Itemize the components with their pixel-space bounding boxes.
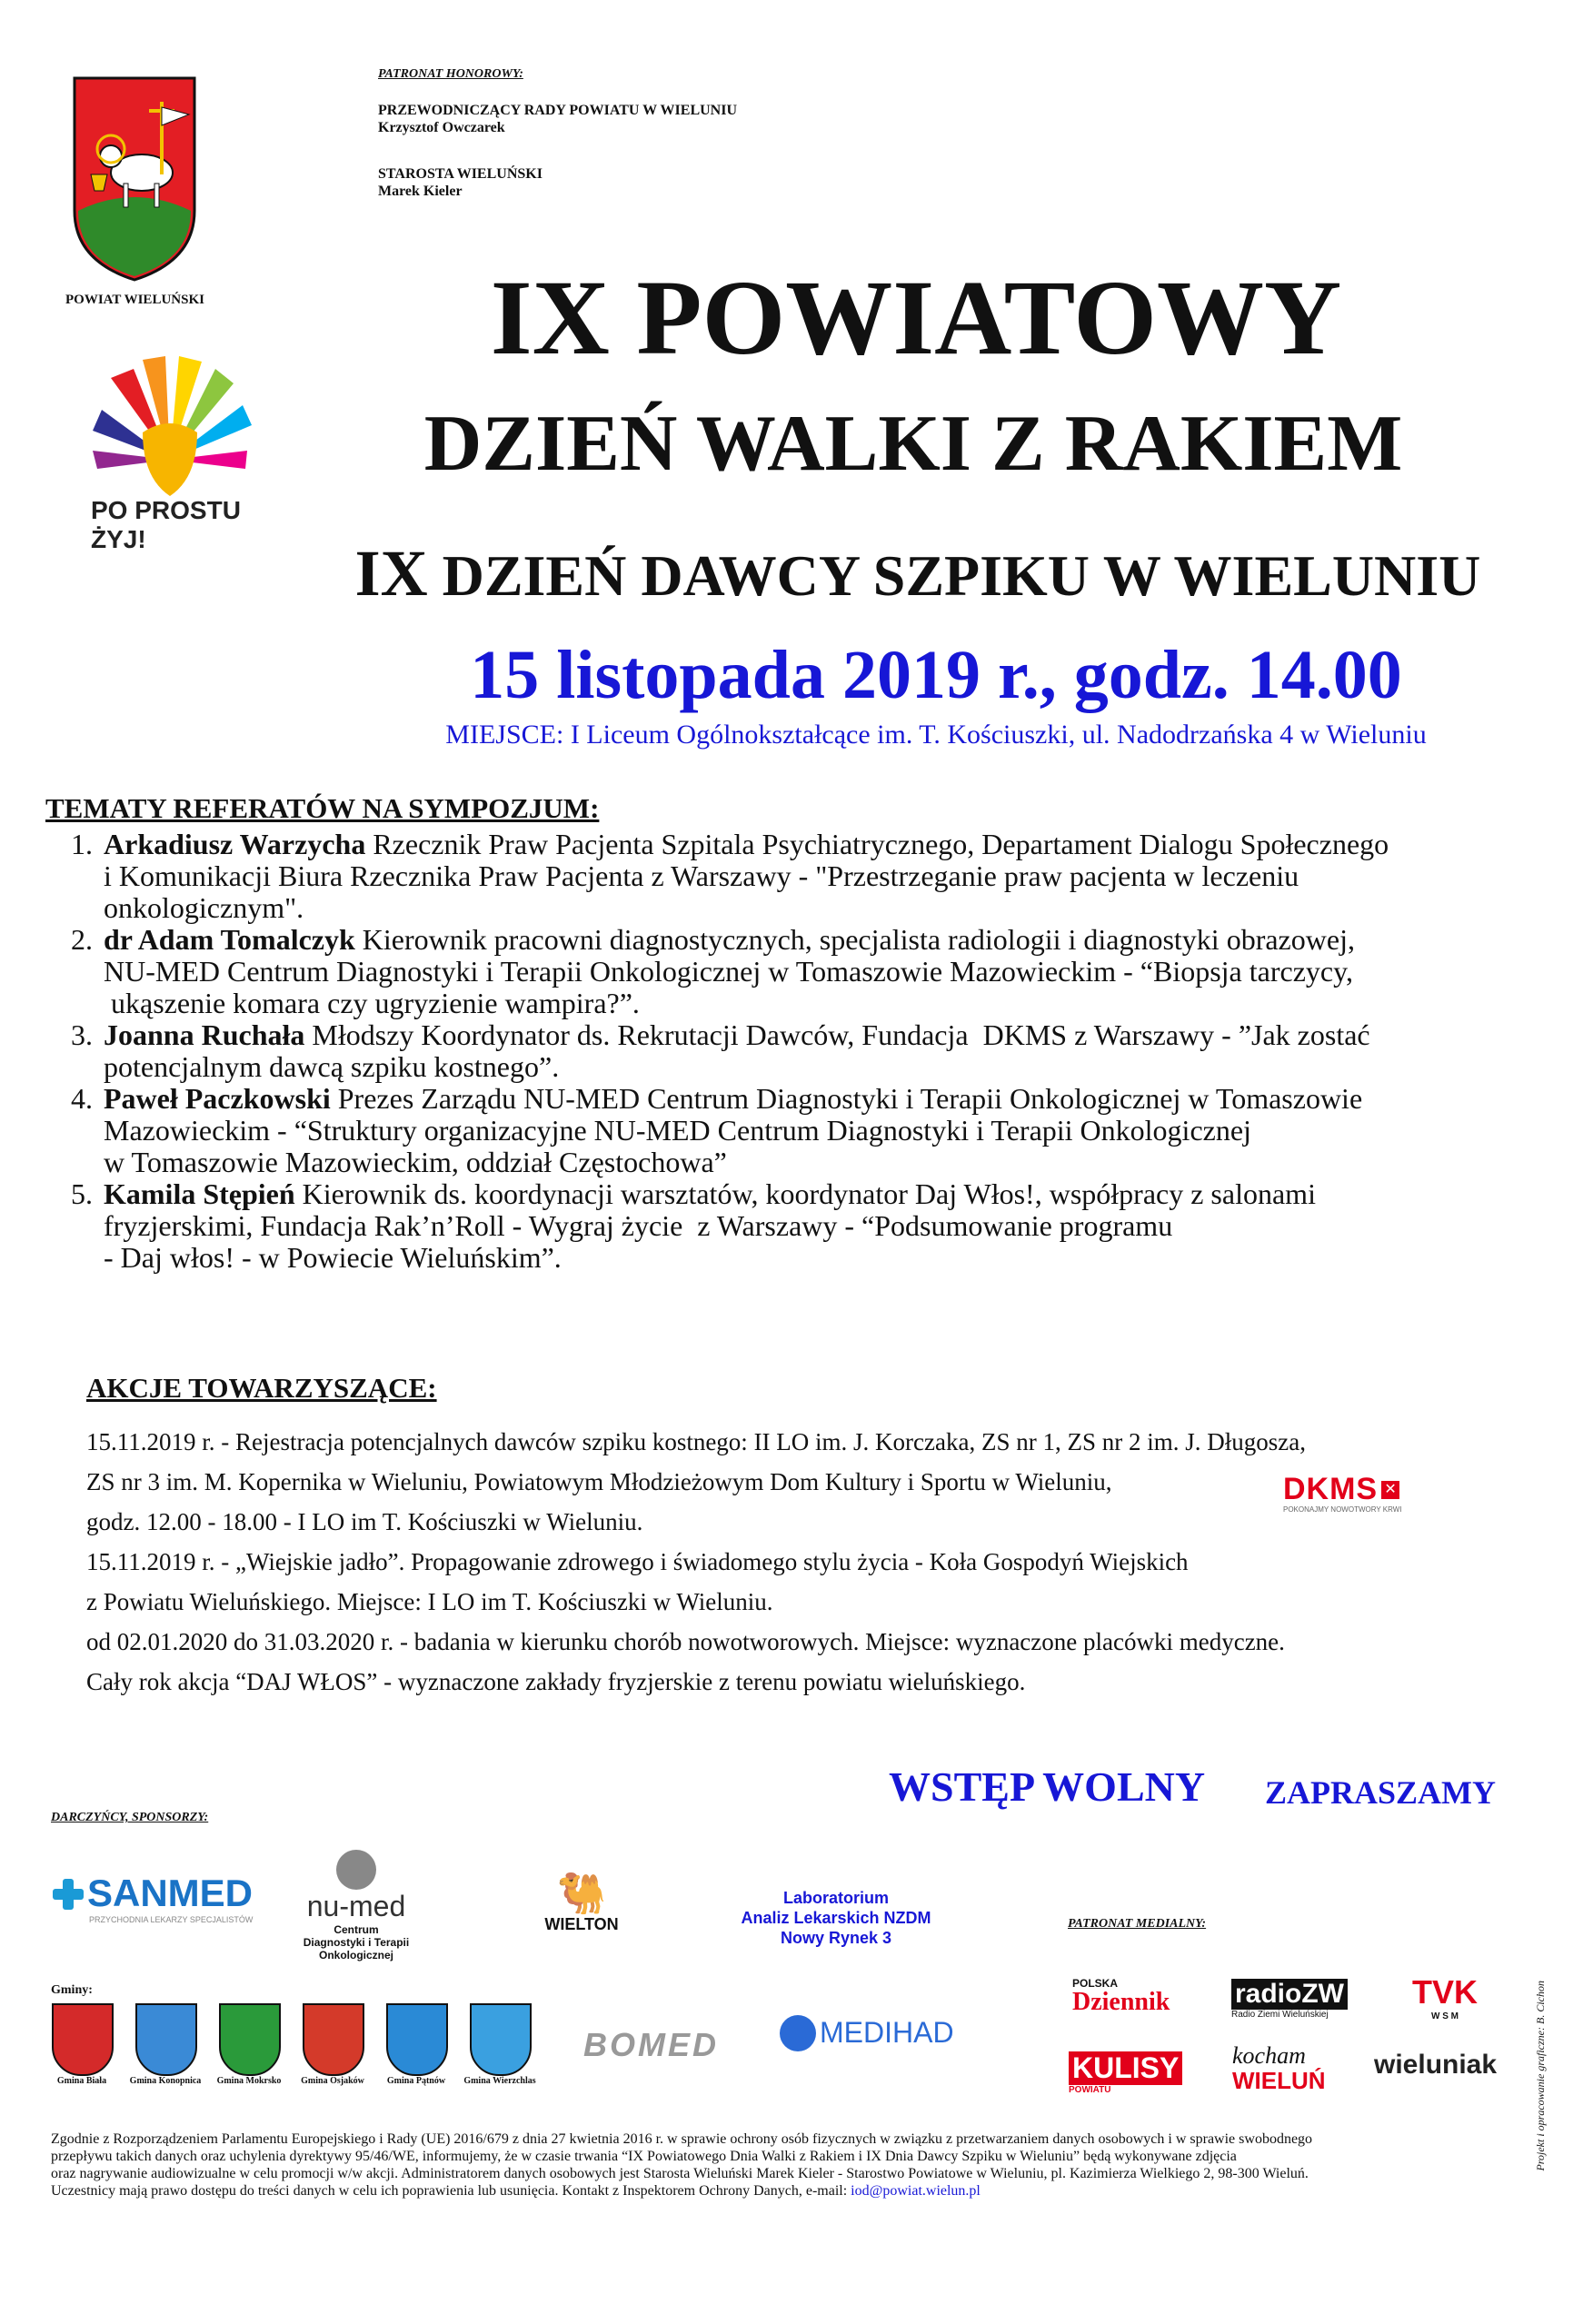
footer-line [51,2182,1505,2200]
topic-line [104,860,1536,892]
sanmed-name: SANMED [87,1872,254,1914]
topic-text: NU-MED Centrum Diagnostyki i Terapii Onkologicznej w Tomaszowie Mazowieckim - “Biopsja tarczycy, [104,955,1354,988]
topic-line [104,1051,1536,1083]
speaker-name: Arkadiusz Warzycha [104,828,366,860]
medihad-logo [780,2015,954,2051]
medihad-person-icon [780,2015,816,2051]
topic-number: 1. [71,828,93,860]
municipalities-row [45,2003,554,2103]
footer-line: przepływu takich danych oraz uchylenia dyrektywy 95/46/WE, informujemy, że w czasie trwania “IX Powiatowego Dnia Walki z Rakiem i IX Dnia Dawcy Szpiku w Wieluniu” będą wykonywane zdjęcia [51,2149,1237,2164]
title-line3-rest: DZIEŃ DAWCY SZPIKU W WIELUNIU [427,543,1481,608]
action-line: z Powiatu Wieluńskiego. Miejsce: I LO im T. Kościuszki w Wieluniu. [86,1588,773,1615]
footer-line: oraz nagrywanie audiowizualne w celu promocji w/w akcji. Administratorem danych osobowych jest Starosta Wieluński Marek Kieler - Starostwo Powiatowe w Wieluniu, pl. Kazimierza Wielkiego 2, 98-300 Wieluń. [51,2166,1309,2181]
kulisy-sub: POWIATU [1069,2085,1111,2095]
municipality-name: Gmina Biała [56,2076,107,2086]
patron2-title: STAROSTA WIELUŃSKI [378,166,543,182]
numed-symbol-icon [336,1850,376,1890]
lab-line2: Analiz Lekarskich NZDM [741,1909,931,1927]
municipality-item [45,2003,120,2086]
speaker-name: Kamila Stępień [104,1177,295,1210]
topic-line [104,1019,1536,1051]
topic-text: Rzecznik Praw Pacjenta Szpitala Psychiatrycznego, Departament Dialogu Społecznego [365,828,1389,860]
topic-line [104,892,1536,924]
kulisy-logo [1069,2051,1187,2095]
topic-line [104,1115,1536,1147]
speaker-name: Paweł Paczkowski [104,1082,331,1115]
action-line: ZS nr 3 im. M. Kopernika w Wieluniu, Powiatowym Młodzieżowym Dom Kultury i Sportu w Wieluniu, [86,1468,1112,1495]
municipalities-label: Gminy: [51,1983,93,1997]
municipality-item [463,2003,538,2086]
lab-line3: Nowy Rynek 3 [780,1929,892,1947]
tvk-logo [1409,1973,1481,2021]
radio-zw-sub: Radio Ziemi Wieluńskiej [1231,2010,1329,2020]
dkms-x-icon: ✕ [1381,1481,1399,1499]
wieluniak-logo [1374,2050,1501,2081]
topic-line [104,924,1536,956]
actions-list [86,1422,1449,1702]
sanmed-logo [53,1872,262,1953]
topic-text: - Daj włos! - w Powiecie Wieluńskim”. [104,1241,562,1274]
topic-line [104,1147,1536,1178]
municipality-name: Gmina Wierzchlas [463,2076,536,2086]
footer-contact-text: Uczestnicy mają prawo dostępu do treści danych w celu ich poprawienia lub usunięcia. Kontakt z Inspektorem Ochrony Danych, e-mail: [51,2183,851,2199]
free-entry: WSTĘP WOLNY [889,1763,1206,1810]
topic-number: 3. [71,1018,93,1051]
municipality-shield-icon [386,2003,448,2076]
media-patronage-label: PATRONAT MEDIALNY: [1068,1917,1207,1931]
topics-heading: TEMATY REFERATÓW NA SYMPOZJUM: [45,792,600,824]
patron2-name: Marek Kieler [378,184,463,199]
topic-text: Kierownik ds. koordynacji warsztatów, koordynator Daj Włos!, współpracy z salonami [294,1177,1316,1210]
topic-text: onkologicznym". [104,891,304,924]
topic-line [104,829,1536,860]
invitation: ZAPRASZAMY [1265,1774,1497,1811]
dkms-logo-text: DKMS [1283,1472,1379,1506]
action-line: 15.11.2019 r. - „Wiejskie jadło”. Propagowanie zdrowego i świadomego stylu życia - Koła Gospodyń Wiejskich [86,1548,1189,1575]
municipality-item [380,2003,454,2086]
dkms-logo [1283,1472,1429,1517]
actions-heading: AKCJE TOWARZYSZĄCE: [86,1372,437,1404]
polska-text: POLSKA [1072,1977,1119,1990]
camel-icon: 🐫 [556,1872,607,1916]
municipality-item [213,2003,287,2086]
speaker-name: dr Adam Tomalczyk [104,923,355,956]
municipality-name: Gmina Osjaków [301,2076,364,2086]
wielton-logo [532,1873,632,1934]
numed-sub2: Diagnostyki i Terapii [303,1936,410,1949]
topic-text: potencjalnym dawcą szpiku kostnego”. [104,1050,560,1083]
municipality-item [296,2003,371,2086]
title-line3 [327,536,1508,611]
honorary-patronage-label: PATRONAT HONOROWY: [378,67,523,81]
municipality-shield-icon [219,2003,281,2076]
topic-text: i Komunikacji Biura Rzecznika Praw Pacjenta z Warszawy - "Przestrzeganie praw pacjenta w leczeniu [104,859,1299,892]
bomed-logo: BOMED [583,2026,719,2063]
topic-text: w Tomaszowie Mazowieckim, oddział Częstochowa” [104,1146,727,1178]
topic-text: Prezes Zarządu NU-MED Centrum Diagnostyki i Terapii Onkologicznej w Tomaszowie [330,1082,1363,1115]
kocham-wielun-logo [1232,2042,1332,2094]
kocham-text: kocham [1232,2042,1306,2069]
footer-line: Zgodnie z Rozporządzeniem Parlamentu Europejskiego i Rady (UE) 2016/679 z dnia 27 kwietnia 2016 r. w sprawie ochrony osób fizycznych w związku z przetwarzaniem danych osobowych i w sprawie swobodnego [51,2131,1313,2147]
speaker-name: Joanna Ruchała [104,1018,305,1051]
sanmed-sub: PRZYCHODNIA LEKARZY SPECJALISTÓW [89,1915,254,1924]
designer-note: Projekt i opracowanie graficzne: B. Cichon [1534,1981,1547,2171]
lab-line1: Laboratorium [782,1889,889,1907]
topic-line [104,956,1536,988]
municipality-name: Gmina Pątnów [386,2076,446,2086]
municipality-item [129,2003,204,2086]
polska-dziennik-logo [1072,1977,1181,2015]
dpo-email-link[interactable]: iod@powiat.wielun.pl [851,2183,981,2199]
title-line3-prefix: IX [354,537,428,610]
title-line2: DZIEŃ WALKI Z RAKIEM [423,400,1403,488]
municipality-name: Gmina Mokrsko [216,2076,282,2086]
county-coat-of-arms [71,74,198,283]
numed-sub1: Centrum [334,1923,379,1936]
action-line: Cały rok akcja “DAJ WŁOS” - wyznaczone zakłady fryzjerskie z terenu powiatu wieluńskiego. [86,1668,1026,1695]
topic-line [104,1242,1536,1274]
association-slogan: PO PROSTU ŻYJ! [91,496,241,553]
action-line: godz. 12.00 - 18.00 - I LO im T. Kościuszki w Wieluniu. [86,1508,643,1535]
kulisy-text: KULISY [1069,2051,1182,2085]
radio-zw-logo [1231,1979,1349,2020]
municipality-shield-icon [303,2003,364,2076]
tvk-sub: W S M [1431,2011,1459,2021]
radio-zw-text: radioZW [1231,1979,1348,2010]
event-date: 15 listopada 2019 r., godz. 14.00 [470,637,1402,713]
topic-line [104,1210,1536,1242]
topic-text: Młodszy Koordynator ds. Rekrutacji Dawców, Fundacja DKMS z Warszawy - ”Jak zostać [304,1018,1370,1051]
topic-line [104,1083,1536,1115]
county-label: POWIAT WIELUŃSKI [65,293,204,307]
topic-number: 5. [71,1177,93,1210]
topic-item [45,1178,1536,1274]
event-place: MIEJSCE: I Liceum Ogólnokształcące im. T. Kościuszki, ul. Nadodrzańska 4 w Wieluniu [445,720,1427,750]
dziennik-text: Dziennik [1072,1988,1170,2016]
topic-text: Kierownik pracowni diagnostycznych, specjalista radiologii i diagnostyki obrazowej, [354,923,1355,956]
municipality-shield-icon [470,2003,532,2076]
action-line: 15.11.2019 r. - Rejestracja potencjalnych dawców szpiku kostnego: II LO im. J. Korczaka, ZS nr 1, ZS nr 2 im. J. Długosza, [86,1428,1306,1455]
topic-item [45,829,1536,924]
topic-text: ukąszenie komara czy ugryzienie wampira?”. [104,987,640,1019]
medihad-name: MEDIHAD [820,2016,954,2049]
action-line: od 02.01.2020 do 31.03.2020 r. - badania w kierunku chorób nowotworowych. Miejsce: wyznaczone placówki medyczne. [86,1628,1285,1655]
tvk-text: TVK [1412,1973,1478,2011]
municipality-shield-icon [52,2003,114,2076]
numed-logo [293,1850,420,1986]
topic-number: 2. [71,923,93,956]
patron1-name: Krzysztof Owczarek [378,120,505,135]
association-logo [47,323,293,553]
laboratory-sponsor [700,1888,972,1948]
numed-name: nu-med [306,1890,406,1922]
topic-text: Mazowieckim - “Struktury organizacyjne NU-MED Centrum Diagnostyki i Terapii Onkologicznej [104,1114,1251,1147]
topic-text: fryzjerskimi, Fundacja Rak’n’Roll - Wygraj życie z Warszawy - “Podsumowanie programu [104,1209,1173,1242]
dkms-tagline: POKONAJMY NOWOTWORY KRWI [1283,1505,1402,1514]
title-line1: IX POWIATOWY [490,258,1342,377]
topic-item [45,1083,1536,1178]
municipality-shield-icon [135,2003,197,2076]
medical-cross-icon [53,1879,84,1910]
wielton-name: WIELTON [544,1915,619,1933]
gdpr-footer [51,2130,1505,2200]
wieluniak-text: wieluniak [1374,2050,1498,2080]
municipality-name: Gmina Konopnica [129,2076,202,2086]
wielun-text: WIELUŃ [1232,2067,1326,2094]
patron1-title: PRZEWODNICZĄCY RADY POWIATU W WIELUNIU [378,103,738,118]
topic-item [45,1019,1536,1083]
topic-line [104,988,1536,1019]
numed-sub3: Onkologicznej [318,1949,393,1961]
topic-item [45,924,1536,1019]
topics-list [45,829,1536,1274]
sponsors-label: DARCZYŃCY, SPONSORZY: [51,1811,209,1824]
topic-number: 4. [71,1082,93,1115]
topic-line [104,1178,1536,1210]
